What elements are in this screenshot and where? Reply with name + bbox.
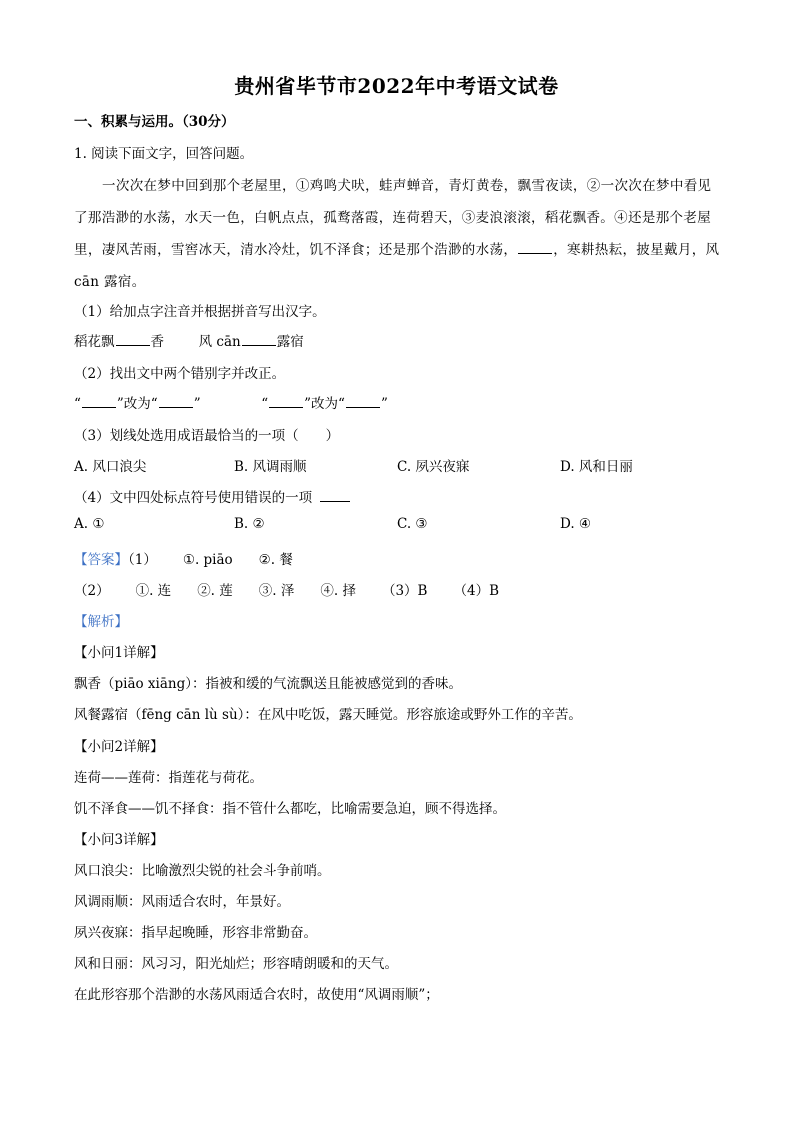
analysis-line: 饥不泽食——饥不择食：指不管什么都吃，比喻需要急迫，顾不得选择。 — [74, 801, 506, 817]
answer-tag: 【答案】 — [74, 552, 128, 568]
analysis-line: 夙兴夜寐：指早起晚睡，形容非常勤奋。 — [74, 925, 317, 941]
analysis-line: 连荷——莲荷：指莲花与荷花。 — [74, 770, 263, 786]
answer-2-d: ④. 择 — [320, 583, 356, 599]
item-a-prefix: 稻花飘 — [74, 334, 115, 350]
sub-question-2-blanks — [74, 392, 388, 412]
analysis-heading-3: 【小问3详解】 — [74, 832, 164, 848]
passage-line-1: 一次次在梦中回到那个老屋里，①鸡鸣犬吠，蛙声蝉音，青灯黄卷，飘雪夜读，②一次次在梦中看见 — [102, 178, 712, 194]
answer-1-label: （1） — [128, 552, 157, 568]
section-heading: 一、积累与运用。（30分） — [74, 114, 235, 130]
answer-line-1 — [74, 548, 293, 568]
answer-1-b: ②. 餐 — [258, 552, 293, 568]
analysis-tag: 【解析】 — [74, 614, 128, 630]
sub-question-1-label: （1）给加点字注音并根据拼音写出汉字。 — [74, 304, 326, 320]
option-4d[interactable]: D. ④ — [560, 516, 592, 532]
analysis-heading-2: 【小问2详解】 — [74, 739, 164, 755]
answer-2-c: ③. 泽 — [258, 583, 295, 599]
answer-blank-b[interactable] — [242, 333, 276, 346]
quote-close-1: ” — [193, 396, 201, 412]
option-3d[interactable]: D. 风和日丽 — [560, 459, 633, 475]
option-3a[interactable]: A. 风口浪尖 — [74, 459, 147, 475]
answer-2-label: （2） — [74, 583, 110, 599]
option-3b[interactable]: B. 风调雨顺 — [234, 459, 307, 475]
passage-line-4: cān 露宿。 — [74, 274, 146, 290]
sub-question-1-items — [74, 330, 304, 350]
quote-open-2: “ — [261, 396, 269, 412]
option-4c[interactable]: C. ③ — [397, 516, 428, 532]
sub-question-4-text: （4）文中四处标点符号使用错误的一项 — [74, 490, 313, 506]
sub-question-3-label: （3）划线处选用成语最恰当的一项（ ） — [74, 428, 340, 444]
option-3c[interactable]: C. 夙兴夜寐 — [397, 459, 470, 475]
item-b-prefix: 风 cān — [198, 334, 241, 350]
sub-question-2-label: （2）找出文中两个错别字并改正。 — [74, 366, 286, 382]
answer-2-b: ②. 莲 — [197, 583, 233, 599]
passage-line-2-text: 了那浩渺的水荡，水天一色，白帆点点，孤鹜落霞，连荷碧天，③麦浪滚滚，稻花飘香。④还是那个老屋 — [74, 210, 712, 226]
analysis-line: 在此形容那个浩渺的水荡风雨适合农时，故使用“风调雨顺”； — [74, 987, 439, 1003]
analysis-line: 飘香（piāo xiāng）：指被和缓的气流飘送且能被感觉到的香味。 — [74, 676, 462, 692]
answer-blank-a[interactable] — [116, 333, 150, 346]
option-4b[interactable]: B. ② — [234, 516, 265, 532]
quote-close-2: ” — [380, 396, 388, 412]
fix-blank-1[interactable] — [159, 395, 193, 408]
answer-4: （4）B — [453, 583, 499, 599]
sub-question-4-label — [74, 486, 351, 506]
passage-line-3-b: ，寒耕热耘，披星戴月，风 — [553, 242, 720, 258]
item-a-suffix: 香 — [150, 334, 164, 350]
analysis-line: 风餐露宿（fēng cān lù sù）：在风中吃饭，露天睡觉。形容旅途或野外工作的辛苦。 — [74, 707, 582, 723]
change-to-1: ”改为“ — [116, 396, 158, 412]
change-to-2: ”改为“ — [304, 396, 345, 412]
answer-blank-4[interactable] — [320, 489, 350, 502]
typo-blank-2[interactable] — [269, 395, 303, 408]
passage-blank[interactable] — [518, 241, 552, 254]
typo-blank-1[interactable] — [82, 395, 116, 408]
analysis-heading-1: 【小问1详解】 — [74, 645, 164, 661]
analysis-line: 风调雨顺：风雨适合农时，年景好。 — [74, 894, 290, 910]
answer-line-2 — [74, 579, 499, 599]
analysis-line: 风和日丽：风习习，阳光灿烂；形容晴朗暖和的天气。 — [74, 956, 398, 972]
quote-open-1: “ — [74, 396, 81, 412]
fix-blank-2[interactable] — [346, 395, 380, 408]
answer-2-a: ①. 连 — [135, 583, 172, 599]
answer-3: （3）B — [381, 583, 428, 599]
page-title: 贵州省毕节市2022年中考语文试卷 — [234, 74, 559, 98]
passage-line-3 — [74, 238, 719, 258]
passage-line-2 — [74, 206, 711, 226]
answer-1-a: ①. piāo — [182, 552, 233, 568]
analysis-line: 风口浪尖：比喻激烈尖锐的社会斗争前哨。 — [74, 863, 331, 879]
question-stem: 1. 阅读下面文字，回答问题。 — [74, 146, 254, 162]
passage-line-3-a: 里，凄风苦雨，雪窖冰天，清水冷灶，饥不泽食；还是那个浩渺的水荡， — [74, 242, 518, 258]
item-b-suffix: 露宿 — [276, 334, 304, 350]
option-4a[interactable]: A. ① — [74, 516, 105, 532]
